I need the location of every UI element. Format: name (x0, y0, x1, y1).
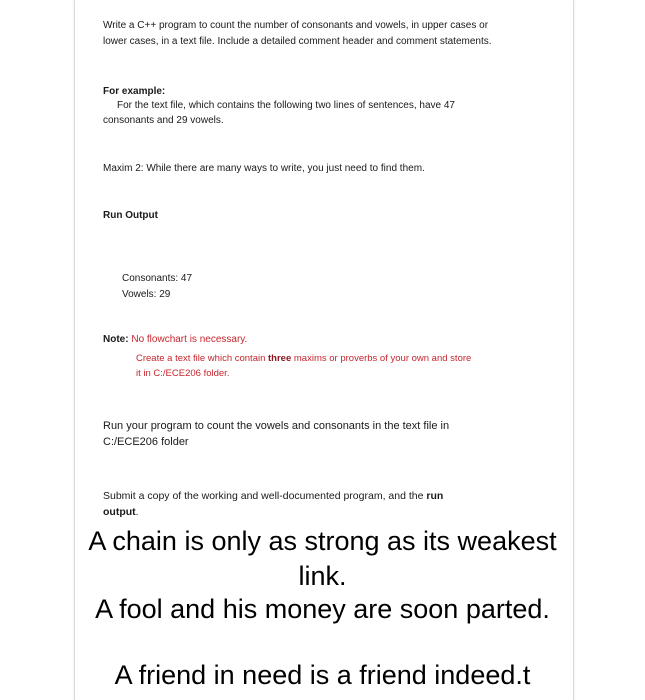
submit-output-bold: output (103, 506, 136, 518)
note-instruction-post: maxims or proverbs of your own and store (291, 353, 472, 364)
submit-pre: Submit a copy of the working and well-documented program, and the (103, 490, 427, 502)
overlay-line-3: A fool and his money are soon parted. (95, 594, 550, 624)
note-label: Note: (103, 334, 129, 345)
note-line (103, 332, 247, 347)
note-text: No flowchart is necessary. (131, 334, 248, 345)
run-line-1: Run your program to count the vowels and consonants in the text file in (103, 420, 450, 432)
intro-line-1: Write a C++ program to count the number of consonants and vowels, in upper cases or (103, 20, 489, 31)
run-output-heading: Run Output (103, 210, 158, 221)
note-instruction-line-1 (136, 351, 471, 366)
clipped-text-line (103, 163, 476, 177)
clipped-text: Maxim 2: While there are many ways to write, you just need to find them. (103, 163, 425, 174)
output-vowels: Vowels: 29 (122, 289, 171, 300)
note-instruction-pre: Create a text file which contain (136, 353, 269, 364)
note-instruction-line-2: it in C:/ECE206 folder. (136, 368, 230, 379)
example-heading: For example: (103, 86, 166, 97)
overlay-line-1: A chain is only as strong as its weakest (88, 526, 557, 556)
example-line-2: consonants and 29 vowels. (103, 115, 224, 126)
intro-line-2: lower cases, in a text file. Include a detailed comment header and comment statements. (103, 36, 492, 47)
submit-period: . (135, 506, 139, 518)
overlay-line-2: link. (298, 561, 347, 591)
example-line-1: For the text file, which contains the following two lines of sentences, have 47 (117, 100, 455, 111)
submit-line-2 (103, 505, 139, 520)
output-consonants: Consonants: 47 (122, 273, 193, 284)
run-line-2: C:/ECE206 folder (103, 436, 189, 448)
submit-bold: run (426, 490, 444, 502)
submit-line-1 (103, 489, 443, 504)
note-instruction-bold: three (268, 353, 292, 364)
overlay-line-4: A friend in need is a friend indeed.t (114, 660, 531, 690)
